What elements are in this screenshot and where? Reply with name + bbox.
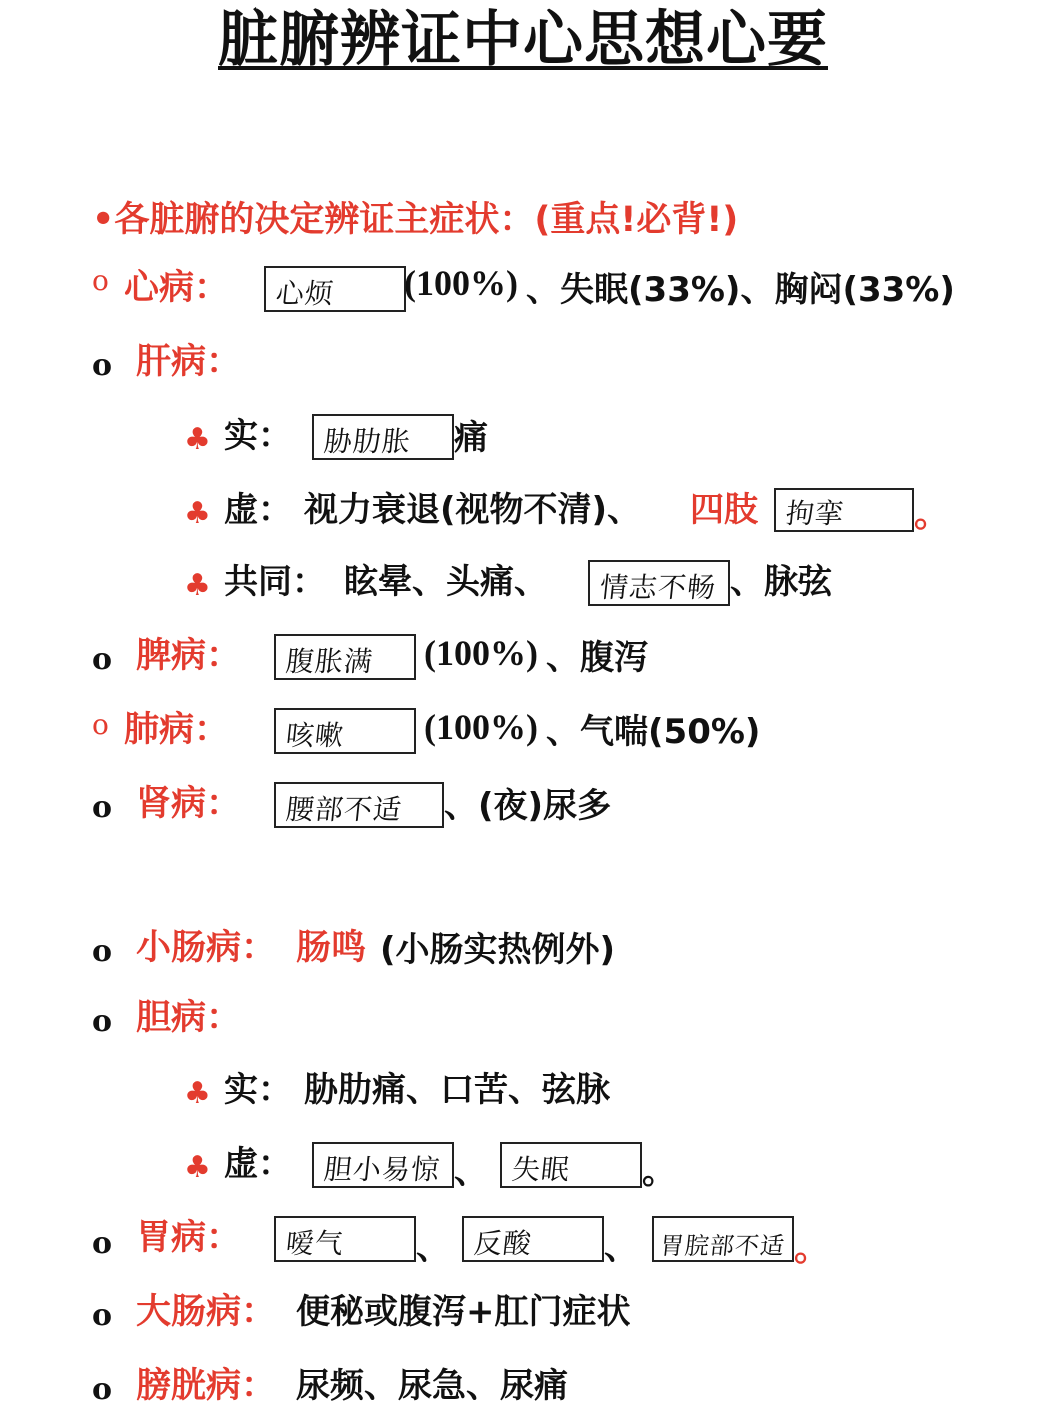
kidney-answer-box xyxy=(274,782,444,828)
period-mark: 。 xyxy=(642,1152,676,1192)
heart-answer-box xyxy=(264,266,406,312)
spleen-label: 脾病： xyxy=(136,636,242,676)
circle-bullet-icon: o xyxy=(92,642,113,677)
gallbladder-deficiency-handwriting-1: 胆小易惊 xyxy=(322,1153,442,1186)
liver-excess-label: 实： xyxy=(224,416,292,456)
spleen-rest: 、腹泻 xyxy=(546,638,648,678)
separator: 、 xyxy=(604,1228,638,1268)
circle-bullet-icon: o xyxy=(92,934,113,969)
large-intestine-text: 便秘或腹泻+肛门症状 xyxy=(296,1292,631,1332)
liver-excess-handwriting: 胁肋胀 xyxy=(322,425,413,458)
liver-deficiency-label: 虚： xyxy=(224,490,292,530)
circle-bullet-icon: o xyxy=(92,708,109,741)
section-heading: •各脏腑的决定辨证主症状：(重点!必背!) xyxy=(92,200,739,240)
heart-other-symptoms: 、失眠(33%)、胸闷(33%) xyxy=(526,270,955,310)
lung-handwriting: 咳嗽 xyxy=(284,719,346,752)
spleen-percent: (100%) xyxy=(424,633,538,673)
circle-bullet-icon: o xyxy=(92,1298,113,1333)
kidney-rest: 、(夜)尿多 xyxy=(444,786,612,826)
club-bullet-icon: ♣ xyxy=(184,568,211,603)
gallbladder-deficiency-label: 虚： xyxy=(224,1144,292,1184)
stomach-box-1 xyxy=(274,1216,416,1262)
stomach-handwriting-3: 胃脘部不适 xyxy=(658,1232,787,1260)
stomach-box-2 xyxy=(462,1216,604,1262)
liver-deficiency-handwriting: 拘挛 xyxy=(784,497,846,530)
kidney-handwriting: 腰部不适 xyxy=(284,793,404,826)
liver-excess-box xyxy=(312,414,454,460)
spleen-handwriting: 腹胀满 xyxy=(284,645,375,678)
lung-answer-box xyxy=(274,708,416,754)
club-bullet-icon: ♣ xyxy=(184,422,211,457)
large-intestine-label: 大肠病： xyxy=(136,1292,277,1332)
club-bullet-icon: ♣ xyxy=(184,496,211,531)
lung-percent: (100%) xyxy=(424,707,538,747)
separator: 、 xyxy=(454,1152,488,1192)
gallbladder-excess-label: 实： xyxy=(224,1070,292,1110)
liver-deficiency-box xyxy=(774,488,914,532)
bladder-text: 尿频、尿急、尿痛 xyxy=(296,1366,568,1406)
separator: 、 xyxy=(416,1228,450,1268)
stomach-handwriting-2: 反酸 xyxy=(472,1227,534,1260)
period-mark: 。 xyxy=(914,494,951,535)
gallbladder-excess-text: 胁肋痛、口苦、弦脉 xyxy=(304,1070,610,1110)
heart-label: 心病： xyxy=(124,268,230,308)
kidney-label: 肾病： xyxy=(136,784,242,824)
small-intestine-rest: (小肠实热例外) xyxy=(380,930,616,970)
bladder-label: 膀胱病： xyxy=(136,1366,277,1406)
gallbladder-deficiency-box-2 xyxy=(500,1142,642,1188)
gallbladder-deficiency-box-1 xyxy=(312,1142,454,1188)
heart-percent: (100%) xyxy=(404,263,518,303)
circle-bullet-icon: o xyxy=(92,1372,113,1407)
club-bullet-icon: ♣ xyxy=(184,1150,211,1185)
period-mark: 。 xyxy=(794,1228,831,1269)
liver-label: 肝病： xyxy=(136,342,242,382)
liver-deficiency-text: 视力衰退(视物不清)、 xyxy=(304,490,642,530)
circle-bullet-icon: o xyxy=(92,348,113,383)
stomach-label: 胃病： xyxy=(136,1218,242,1258)
club-bullet-icon: ♣ xyxy=(184,1076,211,1111)
spleen-answer-box xyxy=(274,634,416,680)
lung-label: 肺病： xyxy=(124,710,230,750)
liver-common-rest: 、脉弦 xyxy=(730,562,832,602)
small-intestine-red: 肠鸣 xyxy=(296,928,367,968)
heart-handwriting: 心烦 xyxy=(274,277,336,310)
circle-bullet-icon: o xyxy=(92,1004,113,1039)
liver-excess-rest: 痛 xyxy=(454,418,488,458)
gallbladder-deficiency-handwriting-2: 失眠 xyxy=(510,1153,572,1186)
liver-common-handwriting: 情志不畅 xyxy=(598,571,718,604)
liver-common-text: 眩晕、头痛、 xyxy=(344,562,548,602)
stomach-box-3 xyxy=(652,1216,794,1262)
liver-common-label: 共同： xyxy=(224,562,326,602)
circle-bullet-icon: o xyxy=(92,1226,113,1261)
circle-bullet-icon: o xyxy=(92,264,109,297)
lung-rest: 、气喘(50%) xyxy=(546,712,761,752)
stomach-handwriting-1: 嗳气 xyxy=(284,1227,346,1260)
page-title: 脏腑辨证中心思想心要 xyxy=(218,5,828,75)
small-intestine-label: 小肠病： xyxy=(136,928,277,968)
liver-common-box xyxy=(588,560,730,606)
circle-bullet-icon: o xyxy=(92,790,113,825)
gallbladder-label: 胆病： xyxy=(136,998,242,1038)
liver-deficiency-red: 四肢 xyxy=(690,490,758,530)
